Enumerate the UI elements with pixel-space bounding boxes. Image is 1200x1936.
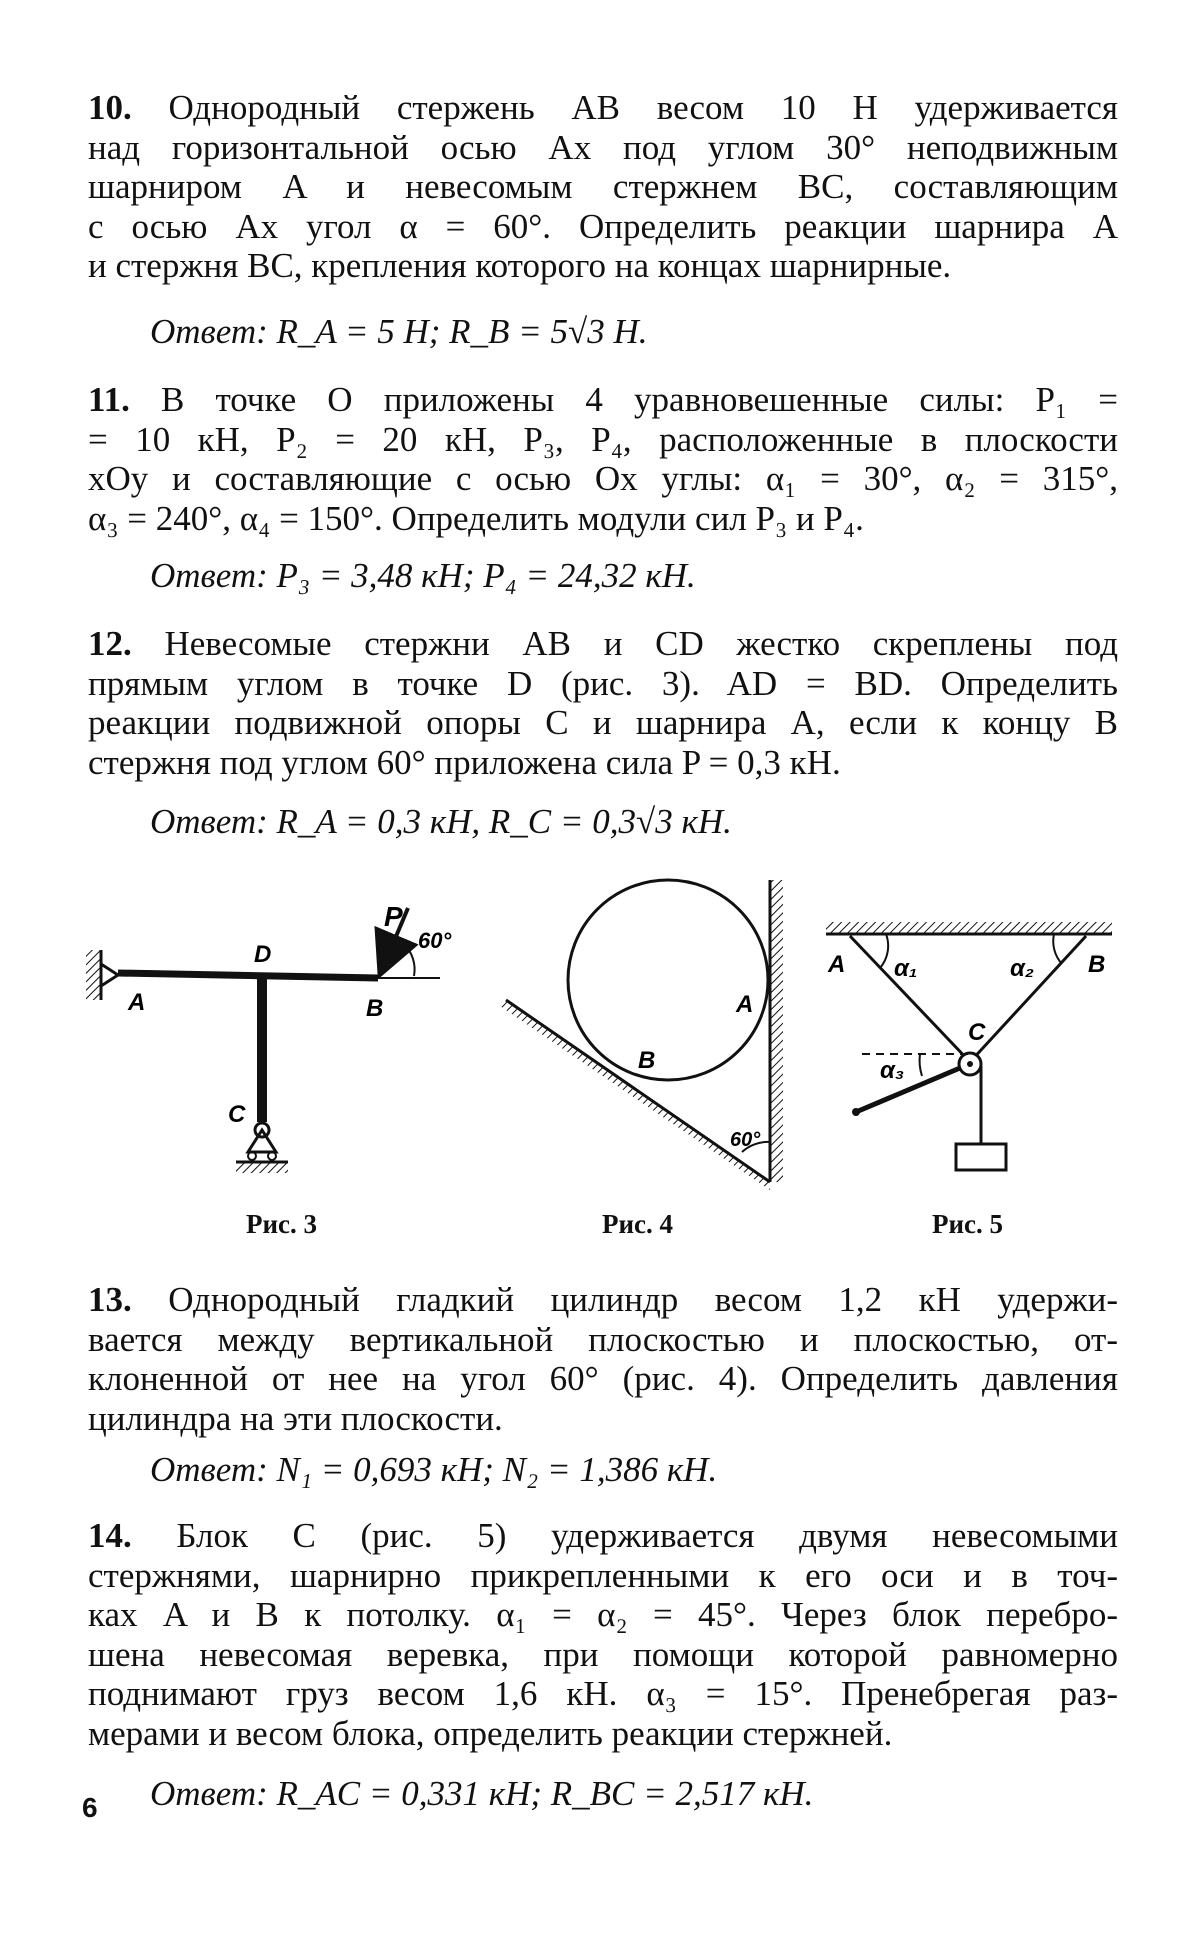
label-a: A [828,951,846,978]
answer-13 [150,1450,717,1490]
problem-line: ках A и B к потолку. α₁ = α₂ = 45°. Через блок перебро- [88,1595,1118,1634]
label-b: B [638,1047,656,1074]
answer-12 [150,802,732,842]
problem-line: 13. Однородный гладкий цилиндр весом 1,2 кН удержи- [88,1280,1119,1319]
wall-hatch [86,950,100,1000]
problem-line: шена невесомая веревка, при помощи которой равномерно [88,1634,1118,1674]
problem-line: шарниром A и невесомым стержнем BC, составляющим [88,167,1118,206]
label-c: C [968,1019,986,1046]
figure-5 [826,922,1112,1170]
problem-line: и стержня BC, крепления которого на концах шарнирные. [88,246,952,285]
label-alpha1: α₁ [894,955,918,982]
load-weight [956,1144,1006,1170]
problem-13 [88,1280,1118,1438]
answer-label: Ответ: [150,312,268,351]
label-p: P [384,901,403,932]
rod-ab [118,973,378,978]
problem-line: прямым углом в точке D (рис. 3). AD = BD. Определить [88,663,1118,703]
label-d: D [254,941,272,968]
label-b: B [366,995,384,1022]
answer-label: Ответ: [150,1450,268,1489]
problem-number: 10. [88,88,132,127]
angle-arc [404,944,415,976]
figure-5-caption: Рис. 5 [932,1209,1004,1239]
problem-line: 12. Невесомые стержни AB и CD жестко скреплены под [88,624,1119,663]
answer-11 [150,556,696,596]
problem-line: цилиндра на эти плоскости. [88,1398,503,1438]
label-b: B [1088,951,1106,978]
answer-value: N₁ = 0,693 кН; N₂ = 1,386 кН. [276,1450,718,1489]
problem-line: клоненной от нее на угол 60° (рис. 4). Определить давления [88,1359,1118,1398]
pin-support-a [101,964,118,986]
figure-3-caption: Рис. 3 [246,1209,318,1239]
label-angle: 60° [730,1129,761,1151]
answer-14 [150,1774,813,1814]
problem-line: 10. Однородный стержень AB весом 10 Н удерживается [88,88,1118,127]
label-alpha2: α₂ [1010,955,1035,982]
label-angle: 60° [418,928,452,953]
problem-line: xOy и составляющие с осью Ox углы: α₁ = 30°, α₂ = 315°, [88,459,1118,498]
figure-4-caption: Рис. 4 [602,1209,674,1239]
label-c: C [228,1101,246,1128]
problem-11 [88,380,1118,538]
figures-row [0,872,1200,1252]
problem-line: вается между вертикальной плоскостью и плоскостью, от- [88,1319,1118,1359]
answer-label: Ответ: [150,1774,268,1813]
problem-line: мерами и весом блока, определить реакции стержней. [88,1713,893,1753]
answer-label: Ответ: [150,556,268,595]
problem-number: 12. [88,624,132,663]
problem-line: стержнями, шарнирно прикрепленными к его оси и в точ- [88,1555,1118,1595]
cylinder [568,880,768,1080]
problem-line: над горизонтальной осью Ax под углом 30° неподвижным [88,127,1118,167]
label-a: A [736,991,754,1018]
label-a: A [128,989,146,1016]
page-number: 6 [82,1792,98,1823]
problem-14 [88,1516,1118,1753]
problem-line: = 10 кН, P₂ = 20 кН, P₃, P₄, расположенные в плоскости [88,419,1118,459]
answer-value: P₃ = 3,48 кН; P₄ = 24,32 кН. [276,556,696,595]
rope-pull [856,1068,960,1112]
problem-line: реакции подвижной опоры C и шарнира A, если к концу B [88,703,1118,742]
answer-value: R_A = 0,3 кН, R_C = 0,3√3 кН. [276,802,732,841]
answer-10 [150,312,648,352]
problem-12 [88,624,1118,782]
problem-line: 14. Блок C (рис. 5) удерживается двумя невесомыми [88,1516,1118,1555]
figure-4 [500,880,783,1190]
problem-line: 11. В точке O приложены 4 уравновешенные силы: P₁ = [88,380,1118,419]
answer-value: R_AC = 0,331 кН; R_BC = 2,517 кН. [276,1774,814,1813]
figure-3 [86,901,451,1173]
answer-label: Ответ: [150,802,268,841]
problem-line: с осью Ax угол α = 60°. Определить реакции шарнира A [88,206,1118,246]
label-alpha3: α₃ [880,1057,905,1084]
answer-value: R_A = 5 Н; R_B = 5√3 Н. [276,312,648,351]
problem-number: 14. [88,1516,132,1555]
problem-line: поднимают груз весом 1,6 кН. α₃ = 15°. Пренебрегая раз- [88,1674,1118,1713]
problem-number: 11. [88,380,130,419]
problem-10 [88,88,1118,286]
problem-line: α₃ = 240°, α₄ = 150°. Определить модули сил P₃ и P₄. [88,498,864,538]
problem-number: 13. [88,1280,132,1319]
problem-line: стержня под углом 60° приложена сила P = 0,3 кН. [88,742,841,782]
